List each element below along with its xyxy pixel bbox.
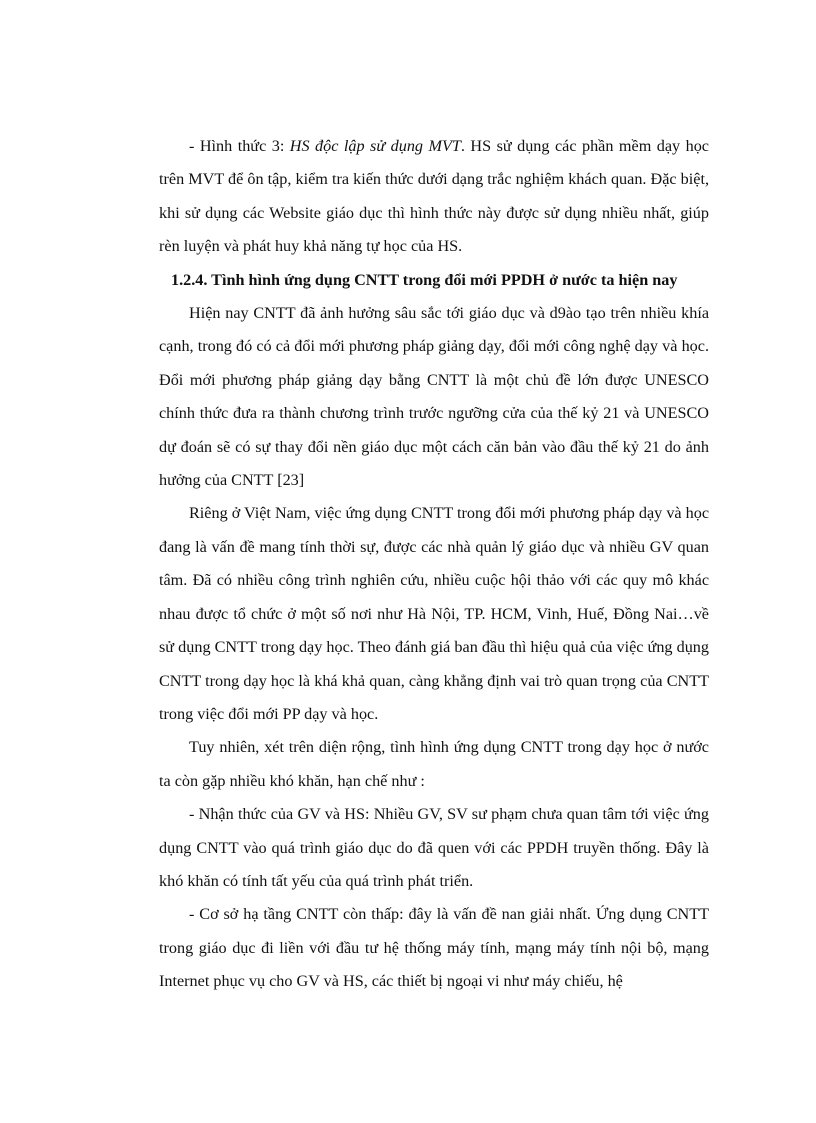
paragraph-suffix: . HS sử dụng các phần mềm dạy học trên MVT để ôn tập, kiểm tra kiến thức dưới dạng trắc nghiệm khách quan. Đặc biệt, khi sử dụng các Website giáo dục thì hình thức này được sử dụng nhiều nhất, giúp rèn luyện và phát huy khả năng tự học của HS. <box>159 137 709 256</box>
paragraph-kho-khan: Tuy nhiên, xét trên diện rộng, tình hình ứng dụng CNTT trong dạy học ở nước ta còn gặp nhiều khó khăn, hạn chế như : <box>159 738 709 790</box>
paragraph-hinh-thuc-3 <box>159 130 709 264</box>
paragraph-nhan-thuc: - Nhận thức của GV và HS: Nhiều GV, SV sư phạm chưa quan tâm tới việc ứng dụng CNTT vào quá trình giáo dục do đã quen với các PPDH truyền thống. Đây là khó khăn có tính tất yếu của quá trình phát triển. <box>159 805 709 890</box>
document-body <box>159 130 709 999</box>
paragraph-viet-nam: Riêng ở Việt Nam, việc ứng dụng CNTT trong đổi mới phương pháp dạy và học đang là vấn đề mang tính thời sự, được các nhà quản lý giáo dục và nhiều GV quan tâm. Đã có nhiều công trình nghiên cứu, nhiều cuộc hội thảo với các quy mô khác nhau được tổ chức ở một số nơi như Hà Nội, TP. HCM, Vinh, Huế, Đồng Nai…về sử dụng CNTT trong dạy học. Theo đánh giá ban đầu thì hiệu quả của việc ứng dụng CNTT trong dạy học là khá khả quan, càng khẳng định vai trò quan trọng của CNTT trong việc đổi mới PP dạy và học. <box>159 504 710 723</box>
paragraph-co-so-ha-tang: - Cơ sở hạ tầng CNTT còn thấp: đây là vấn đề nan giải nhất. Ứng dụng CNTT trong giáo dục đi liền với đầu tư hệ thống máy tính, mạng máy tính nội bộ, mạng Internet phục vụ cho GV và HS, các thiết bị ngoại vi như máy chiếu, hệ <box>159 905 709 991</box>
paragraph-intro-cntt: Hiện nay CNTT đã ảnh hưởng sâu sắc tới giáo dục và d9ào tạo trên nhiều khía cạnh, trong đó có cả đổi mới phương pháp giảng dạy, đổi mới công nghệ dạy và học. Đổi mới phương pháp giảng dạy bằng CNTT là một chủ đề lớn được UNESCO chính thức đưa ra thành chương trình trước ngưỡng cửa của thế kỷ 21 và UNESCO dự đoán sẽ có sự thay đổi nền giáo dục một cách căn bản vào đầu thế kỷ 21 do ảnh hưởng của CNTT [23] <box>159 304 709 490</box>
italic-phrase: HS độc lập sử dụng MVT <box>289 137 461 155</box>
section-heading: 1.2.4. Tình hình ứng dụng CNTT trong đổi mới PPDH ở nước ta hiện nay <box>171 270 678 289</box>
paragraph-prefix: - Hình thức 3: <box>189 137 290 155</box>
